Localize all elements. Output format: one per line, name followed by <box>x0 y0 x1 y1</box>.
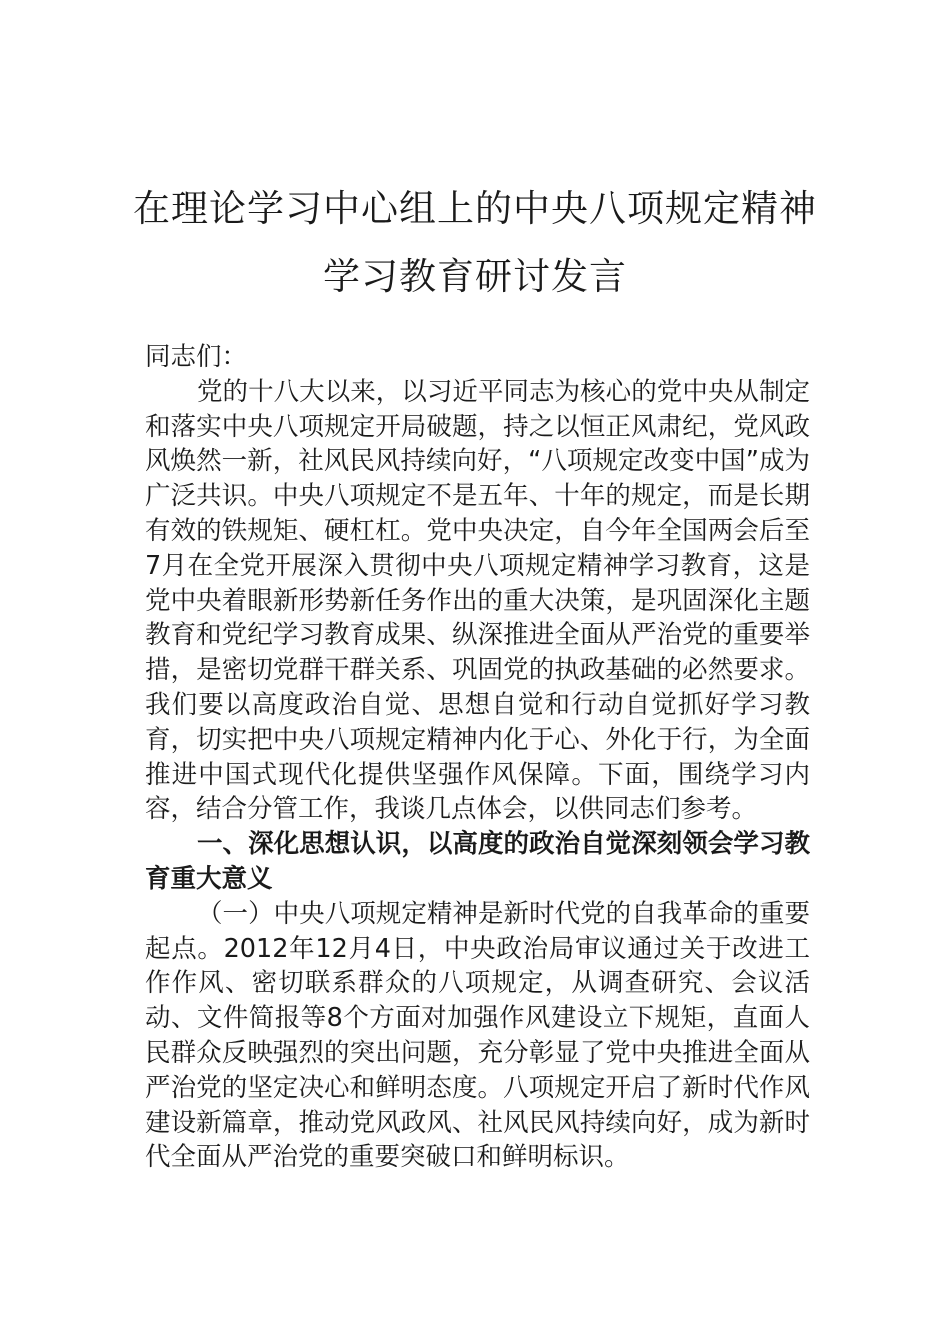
document-title-line2: 学习教育研讨发言 <box>323 255 627 298</box>
section-heading-1: 一、深化思想认识，以高度的政治自觉深刻领会学习教育重大意义 <box>145 829 810 894</box>
document-body <box>145 340 810 1175</box>
document-title-line1: 在理论学习中心组上的中央八项规定精神 <box>133 187 817 230</box>
paragraph-section1-item1: （一）中央八项规定精神是新时代党的自我革命的重要起点。2012年12月4日，中央政治局审议通过关于改进工作作风、密切联系群众的八项规定，从调查研究、会议活动、文件简报等8个方面对加强作风建设立下规矩，直面人民群众反映强烈的突出问题，充分彰显了党中央推进全面从严治党的坚定决心和鲜明态度。八项规定开启了新时代作风建设新篇章，推动党风政风、社风民风持续向好，成为新时代全面从严治党的重要突破口和鲜明标识。 <box>145 898 810 1173</box>
salutation: 同志们： <box>145 342 248 372</box>
paragraph-intro: 党的十八大以来，以习近平同志为核心的党中央从制定和落实中央八项规定开局破题，持之以恒正风肃纪，党风政风焕然一新，社风民风持续向好，“八项规定改变中国”成为广泛共识。中央八项规定不是五年、十年的规定，而是长期有效的铁规矩、硬杠杠。党中央决定，自今年全国两会后至7月在全党开展深入贯彻中央八项规定精神学习教育，这是党中央着眼新形势新任务作出的重大决策，是巩固深化主题教育和党纪学习教育成果、纵深推进全面从严治党的重要举措，是密切党群干群关系、巩固党的执政基础的必然要求。我们要以高度政治自觉、思想自觉和行动自觉抓好学习教育，切实把中央八项规定精神内化于心、外化于行，为全面推进中国式现代化提供坚强作风保障。下面，围绕学习内容，结合分管工作，我谈几点体会，以供同志们参考。 <box>145 376 810 825</box>
